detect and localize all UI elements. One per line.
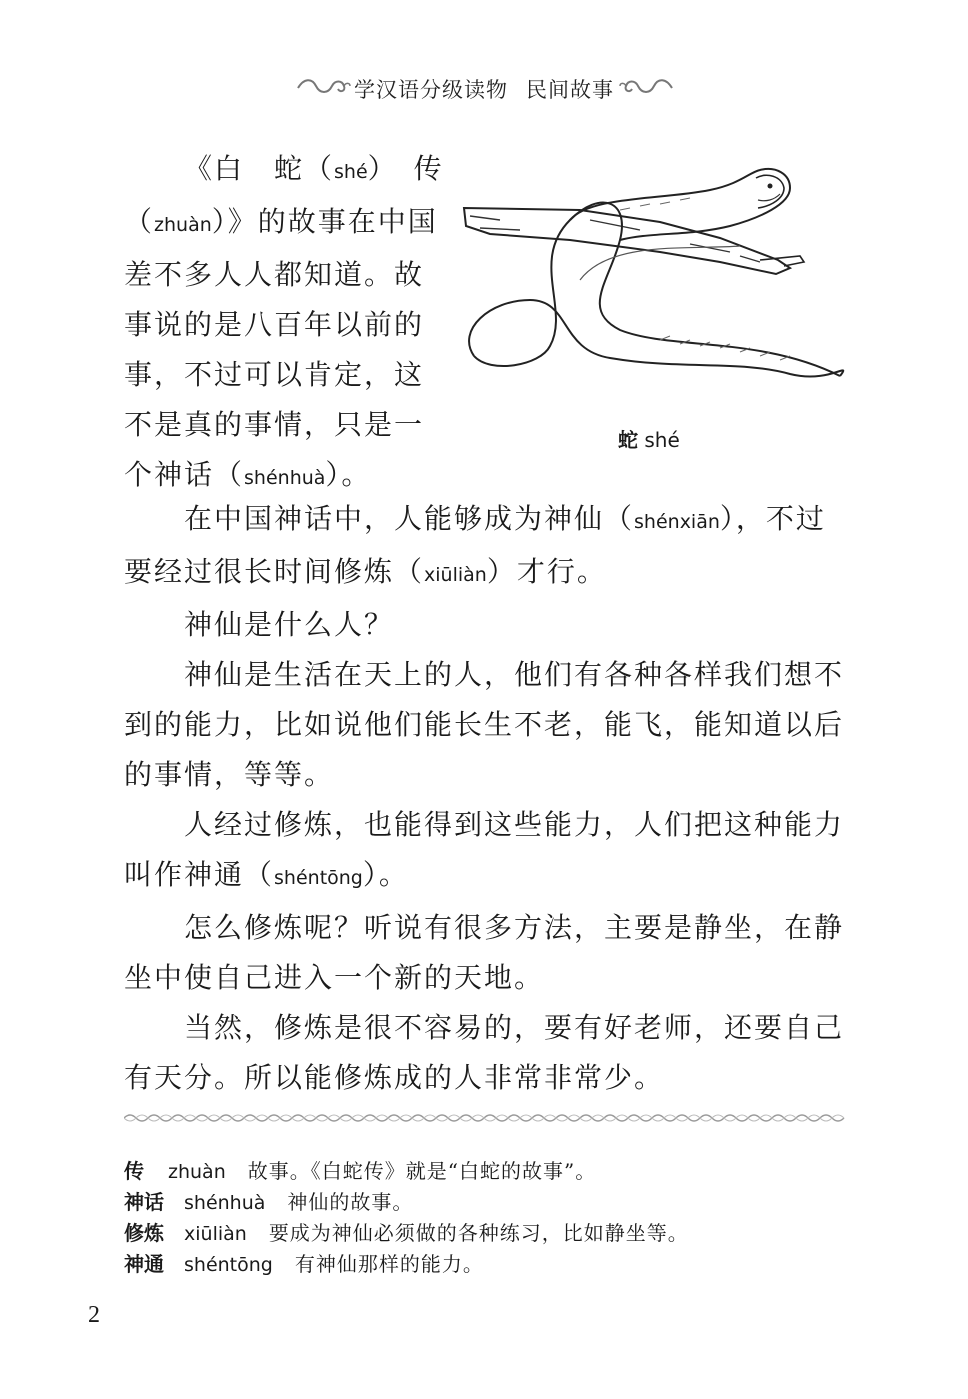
volume-title: 民间故事 bbox=[526, 78, 614, 102]
vocabulary-glossary bbox=[124, 1156, 844, 1280]
glossary-pinyin: zhuàn bbox=[168, 1161, 226, 1183]
glossary-entry bbox=[124, 1187, 844, 1218]
intro-text-mid2: ）》的故事在中国差不多人人都知道。故事说的是八百年以前的事，不过可以肯定，这不是真的事情，只是一个神话（ bbox=[124, 205, 438, 491]
glossary-pinyin: xiūliàn bbox=[184, 1223, 247, 1245]
intro-paragraph bbox=[124, 144, 446, 503]
p1-text-a: 在中国神话中，人能够成为神仙（ bbox=[184, 502, 635, 535]
paragraph-6: 当然，修炼是很不容易的，要有好老师，还要自己有天分。所以能修炼成的人非常非常少。 bbox=[124, 1011, 845, 1094]
caption-hanzi: 蛇 bbox=[618, 428, 638, 452]
glossary-definition: 故事。《白蛇传》就是“白蛇的故事”。 bbox=[247, 1159, 597, 1183]
right-swirl-ornament-icon bbox=[618, 76, 674, 98]
main-text bbox=[124, 494, 846, 1103]
glossary-term: 传 bbox=[124, 1159, 144, 1183]
snake-illustration bbox=[460, 160, 852, 398]
paragraph-2: 神仙是什么人？ bbox=[184, 608, 395, 641]
paragraph-3: 神仙是生活在天上的人，他们有各种各样我们想不到的能力，比如说他们能长生不老，能飞，能知道以后的事情，等等。 bbox=[124, 658, 845, 791]
series-title: 学汉语分级读物 bbox=[354, 78, 508, 102]
glossary-definition: 神仙的故事。 bbox=[287, 1190, 414, 1214]
intro-text-mid1: ） 传（ bbox=[124, 152, 444, 238]
intro-text-start: 《白 蛇（ bbox=[184, 152, 335, 185]
wave-divider-icon bbox=[124, 1112, 846, 1124]
p1-text-b: ），不过要经过很长时间修炼（ bbox=[124, 502, 826, 588]
glossary-term: 神话 bbox=[124, 1190, 164, 1214]
glossary-term: 修炼 bbox=[124, 1221, 164, 1245]
p4-text-b: ）。 bbox=[362, 858, 409, 891]
page-number: 2 bbox=[88, 1302, 100, 1328]
paragraph-4 bbox=[124, 800, 846, 903]
pinyin-zhuan: zhuàn bbox=[154, 214, 212, 236]
glossary-entry bbox=[124, 1249, 844, 1280]
glossary-pinyin: shénhuà bbox=[184, 1192, 266, 1214]
running-header bbox=[0, 66, 968, 106]
pinyin-shentong: shéntōng bbox=[274, 867, 363, 889]
header-title bbox=[0, 74, 968, 104]
pinyin-she: shé bbox=[334, 161, 368, 183]
paragraph-5: 怎么修炼呢？听说有很多方法，主要是静坐，在静坐中使自己进入一个新的天地。 bbox=[124, 911, 845, 994]
glossary-entry bbox=[124, 1218, 844, 1249]
illustration-caption bbox=[618, 424, 680, 453]
glossary-definition: 有神仙那样的能力。 bbox=[294, 1252, 484, 1276]
glossary-term: 神通 bbox=[124, 1252, 164, 1276]
p4-text-a: 人经过修炼，也能得到这些能力，人们把这种能力叫作神通（ bbox=[124, 808, 845, 891]
pinyin-shenxian: shénxiān bbox=[634, 511, 720, 533]
glossary-entry bbox=[124, 1156, 844, 1187]
intro-text bbox=[124, 144, 446, 503]
p1-text-c: ）才行。 bbox=[486, 555, 607, 588]
pinyin-xiulian: xiūliàn bbox=[424, 564, 487, 586]
glossary-pinyin: shéntōng bbox=[184, 1254, 273, 1276]
pinyin-shenhua: shénhuà bbox=[244, 467, 326, 489]
caption-pinyin: shé bbox=[644, 428, 680, 452]
paragraph-1 bbox=[124, 494, 846, 600]
glossary-definition: 要成为神仙必须做的各种练习，比如静坐等。 bbox=[268, 1221, 689, 1245]
intro-text-end: ）。 bbox=[325, 458, 372, 491]
